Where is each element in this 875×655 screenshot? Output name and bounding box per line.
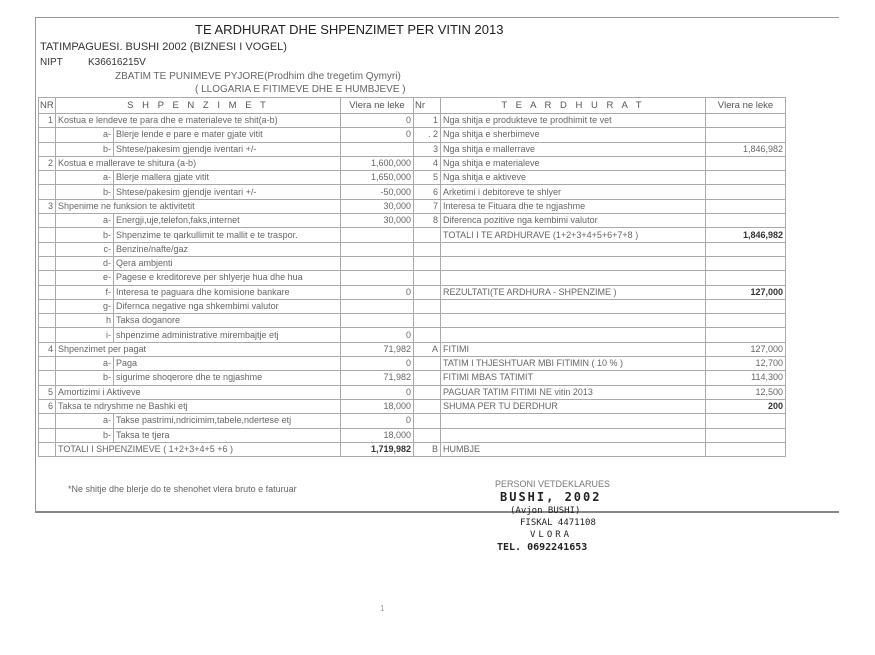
cell-desc: Qera ambjenti [114, 256, 341, 270]
cell-rdesc: FITIMI MBAS TATIMIT [441, 371, 706, 385]
cell-nr [39, 256, 56, 270]
cell-rdesc: Nga shitja e sherbimeve [441, 128, 706, 142]
cell-letter: h [56, 314, 114, 328]
table-row [39, 199, 786, 213]
cell-rvalue: 127,000 [706, 285, 786, 299]
declarant-label: PERSONI VETDEKLARUES [495, 479, 611, 489]
cell-nr2: 7 [414, 199, 441, 213]
activity-line: ZBATIM TE PUNIMEVE PYJORE(Prodhim dhe tregetim Qymyri) [115, 71, 401, 82]
cell-nr [39, 271, 56, 285]
cell-value [341, 256, 414, 270]
cell-nr2: 6 [414, 185, 441, 199]
cell-rdesc: HUMBJE [441, 442, 706, 456]
cell-desc: Difernca negative nga shkembimi valutor [114, 299, 341, 313]
cell-value: 1,600,000 [341, 156, 414, 170]
header-nr: NR [39, 98, 56, 114]
cell-nr2 [414, 285, 441, 299]
cell-nr [39, 328, 56, 342]
cell-rdesc [441, 428, 706, 442]
table-row [39, 271, 786, 285]
cell-nr [39, 428, 56, 442]
table-row [39, 299, 786, 313]
cell-nr2 [414, 299, 441, 313]
cell-desc: Kostua e mallerave te shitura (a-b) [56, 156, 341, 170]
cell-rdesc: FITIMI [441, 342, 706, 356]
cell-letter: b- [56, 428, 114, 442]
stamp-line-4: VLORA [530, 530, 573, 540]
cell-rvalue [706, 428, 786, 442]
cell-nr [39, 228, 56, 242]
cell-rdesc [441, 271, 706, 285]
cell-rvalue [706, 271, 786, 285]
cell-nr [39, 171, 56, 185]
cell-value: 0 [341, 328, 414, 342]
cell-rdesc [441, 314, 706, 328]
cell-nr2: A [414, 342, 441, 356]
cell-rdesc: TATIM I THJESHTUAR MBI FITIMIN ( 10 % ) [441, 357, 706, 371]
table-row [39, 256, 786, 270]
cell-rdesc: Nga shitja e aktiveve [441, 171, 706, 185]
cell-rvalue: 127,000 [706, 342, 786, 356]
taxpayer-line: TATIMPAGUESI. BUSHI 2002 (BIZNESI I VOGEL) [40, 41, 287, 53]
cell-nr [39, 214, 56, 228]
cell-rdesc: Interesa te Fituara dhe te ngjashme [441, 199, 706, 213]
stamp-line-5: TEL. 0692241653 [497, 542, 588, 553]
header-value2: Vlera ne leke [706, 98, 786, 114]
cell-letter: f- [56, 285, 114, 299]
cell-nr2 [414, 428, 441, 442]
cell-value [341, 228, 414, 242]
cell-rvalue: 114,300 [706, 371, 786, 385]
cell-rdesc [441, 414, 706, 428]
table-row [39, 328, 786, 342]
cell-rvalue: 200 [706, 399, 786, 413]
cell-nr [39, 242, 56, 256]
cell-rvalue [706, 214, 786, 228]
cell-letter: a- [56, 171, 114, 185]
cell-rdesc [441, 242, 706, 256]
cell-desc: shpenzime administrative mirembajtje etj [114, 328, 341, 342]
cell-rdesc: REZULTATI(TE ARDHURA - SHPENZIME ) [441, 285, 706, 299]
cell-rvalue [706, 414, 786, 428]
cell-value: 71,982 [341, 371, 414, 385]
cell-value: 30,000 [341, 214, 414, 228]
cell-rvalue: 1,846,982 [706, 142, 786, 156]
cell-desc: Taksa doganore [114, 314, 341, 328]
cell-desc: Shtese/pakesim gjendje iventari +/- [114, 185, 341, 199]
cell-nr [39, 414, 56, 428]
table-row [39, 185, 786, 199]
header-expenses: S H P E N Z I M E T [56, 98, 341, 114]
cell-value: 0 [341, 414, 414, 428]
cell-nr [39, 314, 56, 328]
table-row [39, 371, 786, 385]
cell-nr [39, 442, 56, 456]
header-value: Vlera ne leke [341, 98, 414, 114]
nipt-value: K36616215V [88, 57, 146, 68]
cell-desc: Blerje lende e pare e mater gjate vitit [114, 128, 341, 142]
stamp-line-1: BUSHI, 2002 [500, 490, 602, 504]
cell-desc: Taksa te ndryshme ne Bashki etj [56, 399, 341, 413]
cell-value: 0 [341, 385, 414, 399]
cell-letter: a- [56, 214, 114, 228]
cell-value [341, 242, 414, 256]
cell-nr2 [414, 414, 441, 428]
cell-nr2: . 2 [414, 128, 441, 142]
header-nr2: Nr [414, 98, 441, 114]
cell-nr2 [414, 385, 441, 399]
cell-rdesc: Nga shitja e materialeve [441, 156, 706, 170]
table-row [39, 142, 786, 156]
cell-value: -50,000 [341, 185, 414, 199]
cell-desc: TOTALI I SHPENZIMEVE ( 1+2+3+4+5 +6 ) [56, 442, 341, 456]
cell-value: 0 [341, 357, 414, 371]
cell-desc: Pagese e kreditoreve per shlyerje hua dhe hua [114, 271, 341, 285]
document-subtitle: ( LLOGARIA E FITIMEVE DHE E HUMBJEVE ) [195, 84, 406, 95]
cell-desc: Paga [114, 357, 341, 371]
cell-nr2 [414, 399, 441, 413]
table-row [39, 228, 786, 242]
cell-rvalue [706, 114, 786, 128]
cell-letter: b- [56, 142, 114, 156]
table-row [39, 156, 786, 170]
cell-desc: Takse pastrimi,ndricimim,tabele,ndertese etj [114, 414, 341, 428]
cell-rvalue [706, 199, 786, 213]
cell-rdesc: SHUMA PER TU DERDHUR [441, 399, 706, 413]
cell-rvalue [706, 256, 786, 270]
cell-rdesc: TOTALI I TE ARDHURAVE (1+2+3+4+5+6+7+8 ) [441, 228, 706, 242]
cell-nr2 [414, 256, 441, 270]
table-row [39, 342, 786, 356]
cell-nr [39, 371, 56, 385]
cell-value: 30,000 [341, 199, 414, 213]
cell-nr2 [414, 371, 441, 385]
footer-note: *Ne shitje dhe blerje do te shenohet vlera bruto e faturuar [68, 484, 297, 494]
cell-value: 18,000 [341, 399, 414, 413]
cell-desc: Benzine/nafte/gaz [114, 242, 341, 256]
cell-letter: c- [56, 242, 114, 256]
cell-nr2: 4 [414, 156, 441, 170]
cell-nr2 [414, 357, 441, 371]
cell-rdesc [441, 328, 706, 342]
table-row [39, 314, 786, 328]
cell-value [341, 142, 414, 156]
table-row [39, 428, 786, 442]
cell-value: 71,982 [341, 342, 414, 356]
cell-rdesc: Arketimi i debitoreve te shlyer [441, 185, 706, 199]
cell-rvalue: 12,500 [706, 385, 786, 399]
nipt-label: NIPT [40, 57, 63, 68]
cell-letter: a- [56, 128, 114, 142]
cell-rvalue [706, 328, 786, 342]
cell-rdesc: Nga shitja e produkteve te prodhimit te vet [441, 114, 706, 128]
table-row [39, 442, 786, 456]
cell-nr [39, 357, 56, 371]
cell-rvalue: 1,846,982 [706, 228, 786, 242]
cell-nr2: 1 [414, 114, 441, 128]
cell-rdesc: Diferenca pozitive nga kembimi valutor [441, 214, 706, 228]
cell-value: 0 [341, 285, 414, 299]
cell-nr: 2 [39, 156, 56, 170]
cell-nr: 4 [39, 342, 56, 356]
cell-nr: 3 [39, 199, 56, 213]
cell-rdesc [441, 256, 706, 270]
cell-value [341, 271, 414, 285]
table-row [39, 357, 786, 371]
cell-value: 0 [341, 114, 414, 128]
table-row [39, 171, 786, 185]
cell-desc: Shpenzimet per pagat [56, 342, 341, 356]
page-mark: 1 [380, 604, 385, 613]
company-stamp [495, 478, 645, 560]
table-row [39, 385, 786, 399]
cell-nr: 6 [39, 399, 56, 413]
table-row [39, 214, 786, 228]
cell-letter: e- [56, 271, 114, 285]
cell-nr [39, 128, 56, 142]
table-row [39, 399, 786, 413]
cell-rvalue [706, 442, 786, 456]
cell-rvalue [706, 128, 786, 142]
cell-letter: a- [56, 414, 114, 428]
cell-nr2: B [414, 442, 441, 456]
cell-nr2: 8 [414, 214, 441, 228]
cell-nr2 [414, 271, 441, 285]
cell-nr: 1 [39, 114, 56, 128]
cell-desc: Energji,uje,telefon,faks,internet [114, 214, 341, 228]
cell-rvalue [706, 156, 786, 170]
cell-letter: b- [56, 185, 114, 199]
cell-nr: 5 [39, 385, 56, 399]
cell-value: 0 [341, 128, 414, 142]
cell-nr2: 3 [414, 142, 441, 156]
cell-nr2: 5 [414, 171, 441, 185]
cell-rvalue [706, 242, 786, 256]
table-row [39, 285, 786, 299]
cell-value: 18,000 [341, 428, 414, 442]
cell-nr2 [414, 328, 441, 342]
cell-desc: Amortizimi i Aktiveve [56, 385, 341, 399]
cell-rvalue [706, 185, 786, 199]
cell-rvalue: 12,700 [706, 357, 786, 371]
cell-nr [39, 299, 56, 313]
income-expense-table [38, 97, 786, 457]
cell-nr2 [414, 314, 441, 328]
cell-desc: Blerje mallera gjate vitit [114, 171, 341, 185]
cell-letter: b- [56, 228, 114, 242]
table-row [39, 114, 786, 128]
cell-rdesc: PAGUAR TATIM FITIMI NE vitin 2013 [441, 385, 706, 399]
cell-nr [39, 142, 56, 156]
cell-letter: b- [56, 371, 114, 385]
cell-nr2 [414, 242, 441, 256]
cell-rdesc [441, 299, 706, 313]
cell-value: 1,719,982 [341, 442, 414, 456]
cell-desc: Shpenzime te qarkullimit te mallit e te traspor. [114, 228, 341, 242]
document-title: TE ARDHURAT DHE SHPENZIMET PER VITIN 2013 [195, 22, 504, 37]
header-income: T E A R D H U R A T [441, 98, 706, 114]
cell-desc: Taksa te tjera [114, 428, 341, 442]
cell-desc: Kostua e lendeve te para dhe e materialeve te shit(a-b) [56, 114, 341, 128]
cell-value: 1,650,000 [341, 171, 414, 185]
table-row [39, 128, 786, 142]
cell-letter: i- [56, 328, 114, 342]
cell-rvalue [706, 299, 786, 313]
stamp-line-2: (Avjon BUSHI) [510, 506, 581, 516]
table-row [39, 242, 786, 256]
cell-desc: Shtese/pakesim gjendje iventari +/- [114, 142, 341, 156]
table-header [39, 98, 786, 114]
cell-letter: g- [56, 299, 114, 313]
cell-value [341, 314, 414, 328]
cell-nr [39, 185, 56, 199]
cell-rvalue [706, 171, 786, 185]
cell-rvalue [706, 314, 786, 328]
cell-nr [39, 285, 56, 299]
cell-desc: sigurime shoqerore dhe te ngjashme [114, 371, 341, 385]
cell-value [341, 299, 414, 313]
cell-desc: Shpenime ne funksion te aktivitetit [56, 199, 341, 213]
table-row [39, 414, 786, 428]
cell-letter: d- [56, 256, 114, 270]
cell-rdesc: Nga shitja e mallerrave [441, 142, 706, 156]
cell-desc: Interesa te paguara dhe komisione bankare [114, 285, 341, 299]
stamp-line-3: FISKAL 4471108 [520, 518, 596, 528]
cell-letter: a- [56, 357, 114, 371]
cell-nr2 [414, 228, 441, 242]
